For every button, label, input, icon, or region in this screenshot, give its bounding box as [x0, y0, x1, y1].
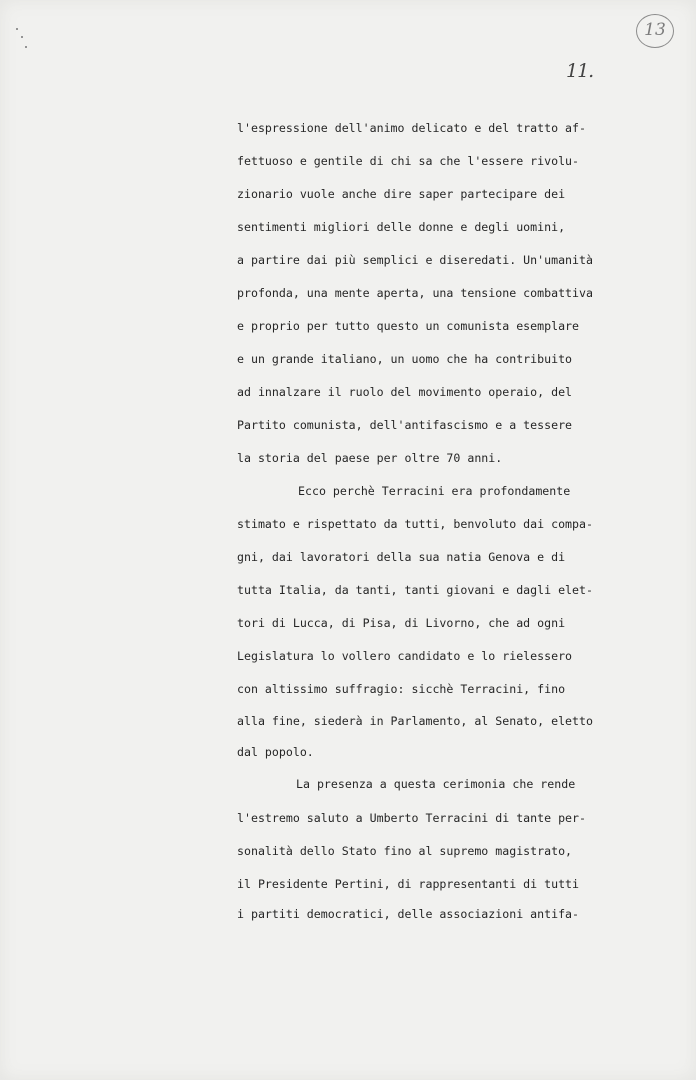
text-line: l'espressione dell'animo delicato e del tratto af-: [237, 121, 587, 135]
text-line: e un grande italiano, un uomo che ha contribuito: [237, 352, 573, 366]
text-line: Legislatura lo vollero candidato e lo rielessero: [237, 649, 573, 663]
text-line: il Presidente Pertini, di rappresentanti di tutti: [237, 877, 580, 891]
text-line: stimato e rispettato da tutti, benvoluto dai compa-: [237, 517, 593, 531]
text-line: con altissimo suffragio: sicchè Terracini, fino: [237, 682, 566, 696]
text-line: tutta Italia, da tanti, tanti giovani e dagli elet-: [237, 583, 593, 597]
text-line: l'estremo saluto a Umberto Terracini di tante per-: [237, 811, 587, 825]
paragraph-start-line: La presenza a questa cerimonia che rende: [296, 777, 576, 791]
archive-number: 13: [644, 20, 666, 40]
text-line: dal popolo.: [237, 745, 314, 759]
text-line: i partiti democratici, delle associazioni antifa-: [237, 907, 580, 921]
text-line: profonda, una mente aperta, una tensione combattiva: [237, 286, 593, 300]
paragraph-start-line: Ecco perchè Terracini era profondamente: [298, 484, 571, 498]
text-line: gni, dai lavoratori della sua natia Genova e di: [237, 550, 566, 564]
page-number: 11.: [566, 60, 594, 82]
text-line: la storia del paese per oltre 70 anni.: [237, 451, 503, 465]
text-line: ad innalzare il ruolo del movimento operaio, del: [237, 385, 573, 399]
text-line: a partire dai più semplici e diseredati. Un'umanità: [237, 253, 593, 267]
text-line: sentimenti migliori delle donne e degli uomini,: [237, 220, 566, 234]
text-line: tori di Lucca, di Pisa, di Livorno, che ad ogni: [237, 616, 566, 630]
text-line: e proprio per tutto questo un comunista esemplare: [237, 319, 580, 333]
text-line: sonalità dello Stato fino al supremo magistrato,: [237, 844, 573, 858]
text-line: zionario vuole anche dire saper partecipare dei: [237, 187, 566, 201]
text-line: Partito comunista, dell'antifascismo e a tessere: [237, 418, 573, 432]
text-line: alla fine, siederà in Parlamento, al Senato, eletto: [237, 714, 593, 728]
text-line: fettuoso e gentile di chi sa che l'essere rivolu-: [237, 154, 580, 168]
